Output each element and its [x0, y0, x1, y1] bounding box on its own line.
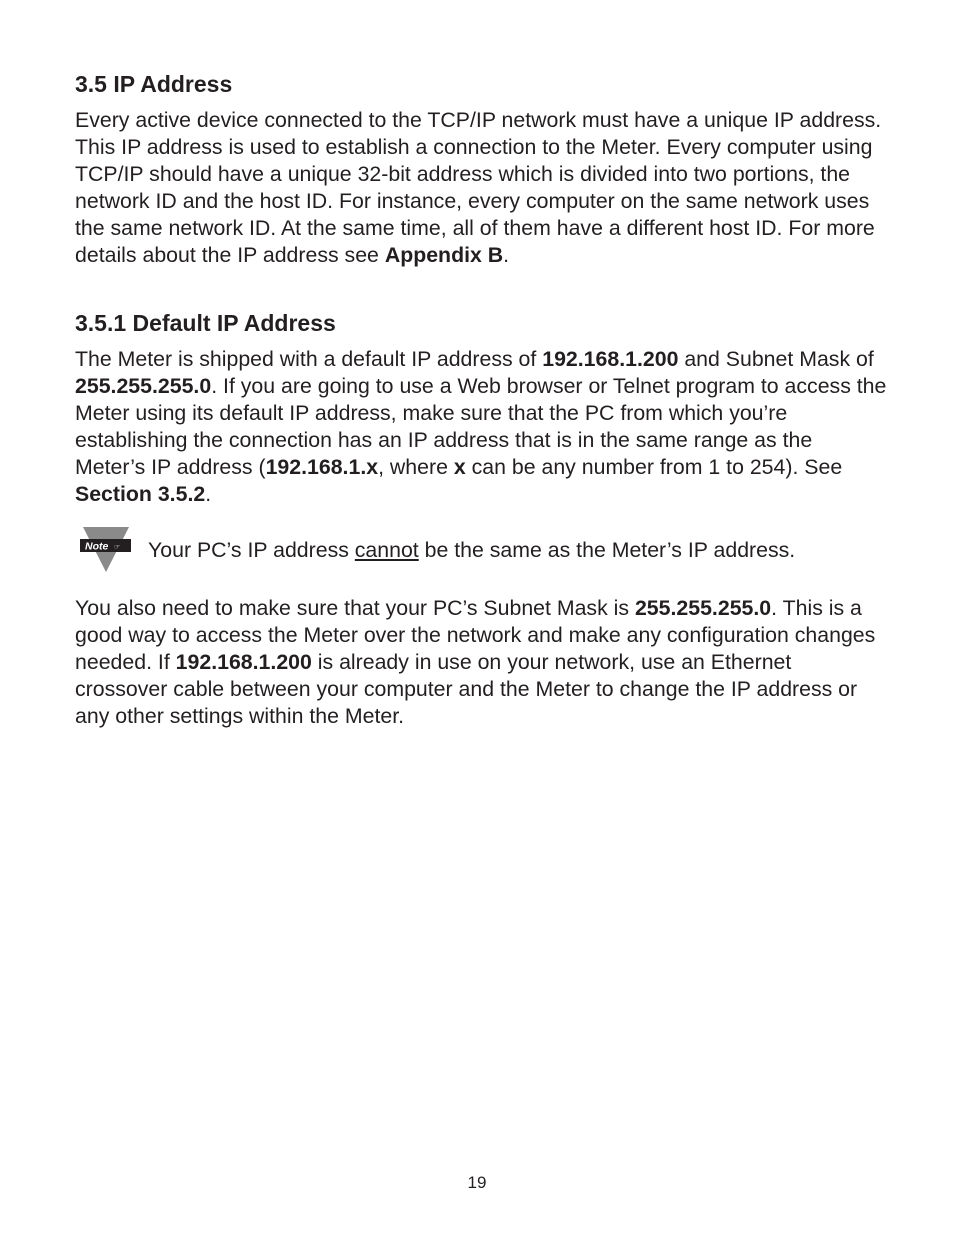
default-ip-value: 192.168.1.200 — [542, 347, 679, 371]
note-text — [148, 537, 795, 564]
variable-x: x — [453, 454, 466, 479]
paragraph-text: can be any number from 1 to 254). See — [465, 454, 843, 479]
default-ip-value: 192.168.1.200 — [175, 649, 312, 674]
appendix-reference: Appendix B — [384, 242, 504, 267]
paragraph-text: Every active device connected to the TCP/IP network must have a unique IP address. This IP address is used to establish a connection to the Meter. Every computer using TCP/IP should have a unique 32-bit address which is divided into two portions, the network ID and the host ID. For instance, every computer on the same network uses the same network ID. At the same time, all of them have a different host ID. For more details about the IP address see — [75, 108, 882, 267]
note-text-part: be the same as the Meter’s IP address. — [418, 538, 796, 562]
paragraph-text: . If you are going to use a Web browser or Telnet program to access the Meter using its default IP address, make sure that the PC from which you’re establishing the connection has an IP address that is in the same range as the Meter’s IP address ( — [75, 373, 887, 479]
svg-text:☞: ☞ — [114, 543, 121, 551]
paragraph-text: You also need to make sure that your PC’s Subnet Mask is — [75, 596, 635, 620]
paragraph-text: . This is a good way to access the Meter over the network and make any configuration changes needed. If — [75, 596, 876, 674]
subnet-mask-paragraph — [75, 595, 887, 730]
note-text-part: Your PC’s IP address — [148, 538, 355, 562]
page-number: 19 — [467, 1173, 487, 1192]
ip-address-paragraph — [75, 107, 887, 268]
note-icon-label: Note — [85, 540, 109, 553]
paragraph-text: . — [205, 481, 212, 506]
ip-range-value: 192.168.1.x — [265, 454, 379, 479]
subnet-mask-value: 255.255.255.0 — [75, 373, 212, 398]
paragraph-text: is already in use on your network, use an Ethernet crossover cable between your computer and the Meter to change the IP address or any other settings within the Meter. — [75, 649, 858, 728]
section-reference: Section 3.5.2 — [75, 481, 206, 506]
paragraph-text: , where — [378, 454, 454, 479]
subsection-heading: 3.5.1 Default IP Address — [75, 310, 336, 336]
note-icon — [80, 527, 132, 573]
subnet-mask-value: 255.255.255.0 — [634, 596, 772, 620]
paragraph-text: and Subnet Mask of — [678, 347, 874, 371]
paragraph-text: The Meter is shipped with a default IP address of — [75, 347, 543, 371]
paragraph-text: . — [503, 242, 510, 267]
note-emphasis: cannot — [354, 538, 419, 562]
section-heading: 3.5 IP Address — [75, 71, 233, 97]
default-ip-paragraph — [75, 346, 887, 507]
